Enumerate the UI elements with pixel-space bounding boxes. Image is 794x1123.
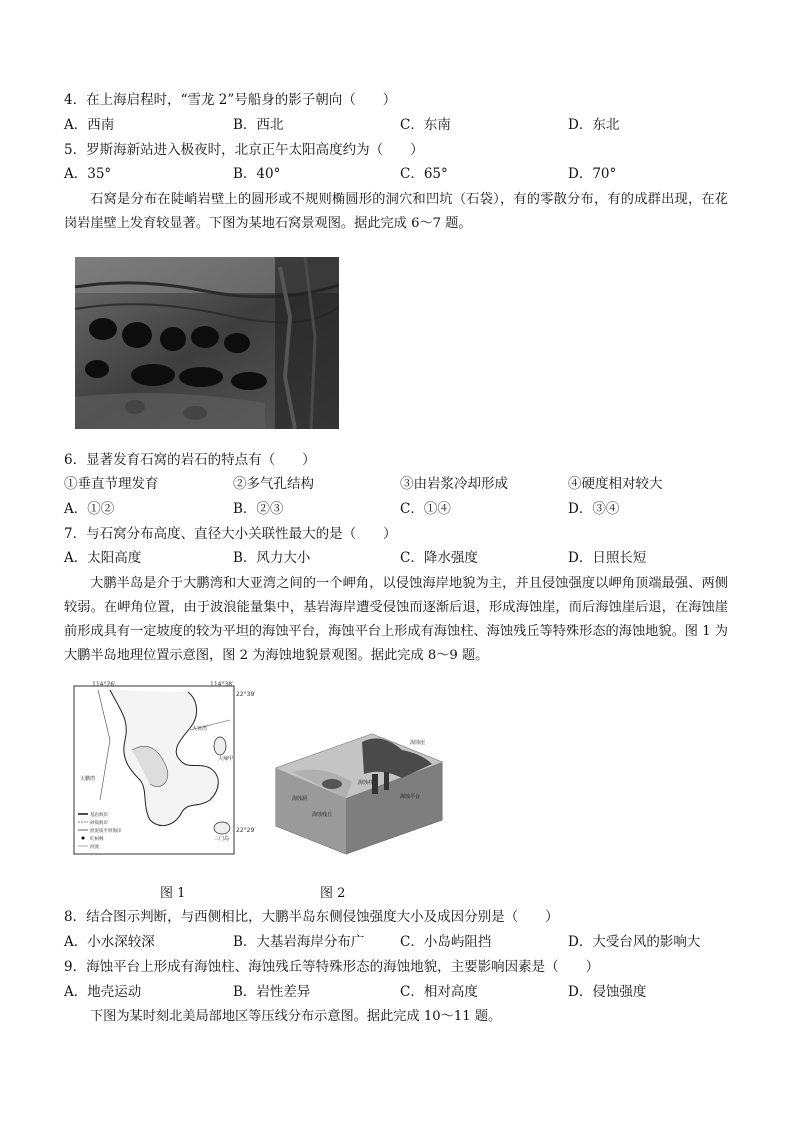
q5-stem: 5．罗斯海新站进入极夜时，北京正午太阳高度约为（ ）: [64, 142, 424, 158]
passage-stone-nest: [64, 188, 728, 236]
fig1-legend-bedrock: 基岩海岸: [90, 813, 108, 818]
q5-option-d: D．70°: [568, 166, 617, 182]
fig1-legend-sandy: 砂质海岸: [90, 821, 108, 826]
q9-option-c: C．相对高度: [400, 984, 478, 1000]
passage-isobar: [64, 1005, 728, 1029]
passage-isobar-text: 下图为某时刻北美局部地区等压线分布示意图。据此完成 10～11 题。: [90, 1009, 502, 1024]
q9-option-a: A．地壳运动: [64, 984, 142, 1000]
q9-option-b: B．岩性差异: [233, 984, 311, 1000]
q7-option-b: B．风力大小: [233, 550, 311, 566]
q9-stem: 9．海蚀平台上形成有海蚀柱、海蚀残丘等特殊形态的海蚀地貌，主要影响因素是（ ）: [64, 959, 600, 975]
fig1-legend-river: 河流: [90, 845, 99, 850]
fig1-lon-right: 114°38′: [210, 681, 234, 688]
passage-dapeng-text: 大鹏半岛是介于大鹏湾和大亚湾之间的一个岬角，以侵蚀海岸地貌为主，并且侵蚀强度以岬角顶端最强、两侧较弱。在岬角位置，由于波浪能量集中，基岩海岸遭受侵蚀而逐渐后退，形成海蚀崖，而后海蚀崖后退，在海蚀崖前形成具有一定坡度的较为平坦的海蚀平台，海蚀平台上形成有海蚀柱、海蚀残丘等特殊形态的海蚀地貌。图 1 为大鹏半岛地理位置示意图，图 2 为海蚀地貌景观图。据此完成 8～9 题。: [64, 576, 728, 663]
figure2-landform: [272, 728, 446, 860]
fig1-lat-bottom: 22°29′: [236, 827, 256, 834]
fig1-lat-top: 22°39′: [236, 691, 256, 698]
fig1-legend-mangrove: 红树林: [90, 837, 104, 842]
q5-option-a: A．35°: [64, 166, 112, 182]
fig2-label-cave: 海蚀洞: [292, 796, 308, 802]
q8-option-a: A．小水深较深: [64, 934, 155, 950]
figure2-caption: 图 2: [320, 886, 346, 901]
fig1-lon-left: 114°26′: [92, 681, 116, 688]
fig1-label-dapeng-bay: 大鹏湾: [80, 776, 96, 782]
q6-option-c: C．①④: [400, 501, 451, 517]
q4-option-a: A．西南: [64, 117, 115, 133]
passage-stone-nest-text: 石窝是分布在陡峭岩壁上的圆形或不规则椭圆形的洞穴和凹坑（石袋），有的零散分布，有的成群出现，在花岗岩崖壁上发育较显著。下图为某地石窝景观图。据此完成 6～7 题。: [64, 192, 728, 231]
fig1-label-daya-bay: 大亚湾: [192, 726, 208, 732]
q4-option-b: B．西北: [233, 117, 284, 133]
q5-option-b: B．40°: [233, 166, 281, 182]
fig1-label-sanmen: 三门岛: [214, 836, 230, 842]
q8-option-d: D．大受台风的影响大: [568, 934, 701, 950]
q7-option-a: A．太阳高度: [64, 550, 142, 566]
fig2-label-platform: 海蚀平台: [400, 794, 421, 800]
q4-option-c: C．东南: [400, 117, 451, 133]
stone-nest-photo: [75, 257, 339, 429]
q7-stem: 7．与石窝分布高度、直径大小关联性最大的是（ ）: [64, 526, 397, 542]
q4-option-d: D．东北: [568, 117, 620, 133]
q9-option-d: D．侵蚀强度: [568, 984, 647, 1000]
q6-stem: 6．显著发育石窝的岩石的特点有（ ）: [64, 452, 316, 468]
q8-option-c: C．小岛屿阻挡: [400, 934, 492, 950]
fig1-legend-mudflat: 淤泥质平原海岸: [90, 829, 122, 834]
q6-statement-3: ③由岩浆冷却形成: [400, 476, 508, 492]
q8-stem: 8．结合图示判断，与西侧相比，大鹏半岛东侧侵蚀强度大小及成因分别是（ ）: [64, 909, 559, 925]
passage-dapeng: [64, 572, 728, 668]
q4-stem: 4．在上海启程时，“雪龙 2”号船身的影子朝向（ ）: [64, 92, 397, 108]
q7-option-d: D．日照长短: [568, 550, 647, 566]
q8-option-b: B．大基岩海岸分布广: [233, 934, 365, 950]
fig2-label-residual: 海蚀残丘: [312, 812, 333, 818]
figure1-map: [70, 680, 270, 860]
q6-statement-2: ②多气孔结构: [233, 476, 314, 492]
q6-statement-4: ④硬度相对较大: [568, 476, 663, 492]
figure1-caption: 图 1: [160, 886, 186, 901]
q5-option-c: C．65°: [400, 166, 448, 182]
q6-option-d: D．③④: [568, 501, 620, 517]
q6-option-b: B．②③: [233, 501, 284, 517]
fig1-label-dalajia: 大辣甲: [218, 756, 234, 762]
q6-option-a: A．①②: [64, 501, 115, 517]
q7-option-c: C．降水强度: [400, 550, 478, 566]
q6-statement-1: ①垂直节理发育: [64, 476, 159, 492]
fig2-label-stack: 海蚀柱: [358, 780, 374, 786]
fig2-label-cliff: 海蚀崖: [410, 740, 426, 746]
